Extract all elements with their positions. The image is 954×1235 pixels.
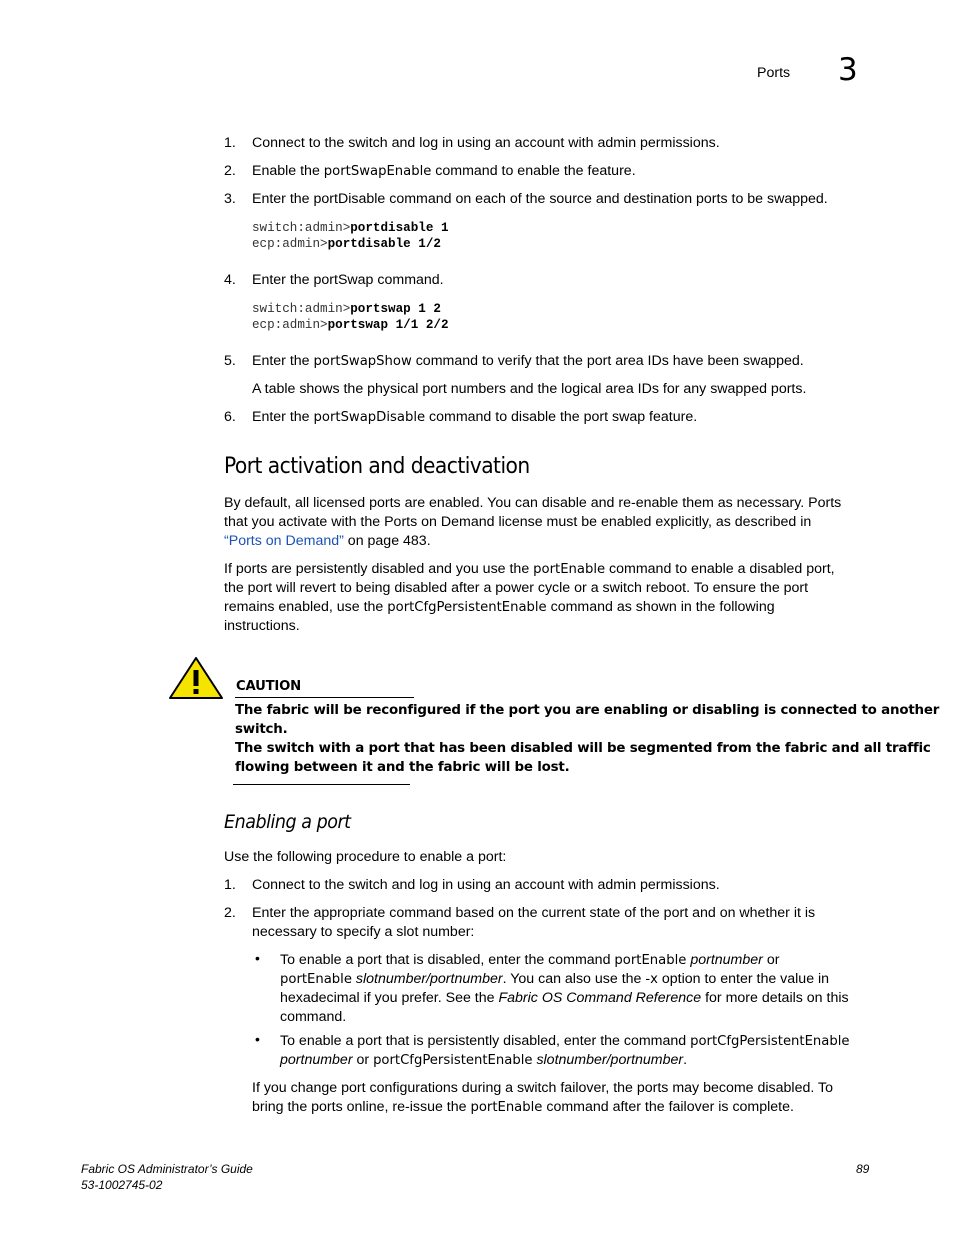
bullet-text <box>280 1032 850 1070</box>
text: . <box>683 1052 688 1068</box>
text-line: The fabric will be reconfigured if the port you are enabling or disabling is connected to another <box>235 703 940 718</box>
code-command: portdisable 1/2 <box>327 237 441 251</box>
document-title: Fabric OS Command Reference <box>498 990 702 1006</box>
command-name: portCfgPersistentEnable <box>387 600 547 615</box>
step-text: Connect to the switch and log in using an account with admin permissions. <box>252 877 720 893</box>
warning-triangle-icon <box>168 656 224 700</box>
text: or <box>352 1052 374 1068</box>
step-text: Enter the portDisable command on each of the source and destination ports to be swapped. <box>252 191 828 207</box>
text-line <box>280 1051 850 1070</box>
text-line <box>280 989 849 1008</box>
bullet-text <box>280 951 849 1027</box>
page-number: 89 <box>856 1162 870 1176</box>
step-number: 3. <box>224 191 236 207</box>
footer-guide-title: Fabric OS Administrator’s Guide <box>81 1162 253 1176</box>
text-line: Enter the appropriate command based on the current state of the port and on whether it is <box>252 905 816 921</box>
code-prompt: ecp:admin> <box>252 237 328 251</box>
text-line <box>280 970 849 989</box>
step-text: Enter the portSwap command. <box>252 272 444 288</box>
text: Enable the <box>252 163 324 179</box>
text-line: that you activate with the Ports on Demand license must be enabled explicitly, as described in <box>224 514 812 530</box>
step-note: A table shows the physical port numbers and the logical area IDs for any swapped ports. <box>252 381 807 397</box>
step-text <box>252 904 815 942</box>
text-line: flowing between it and the fabric will be lost. <box>235 760 570 775</box>
code-command: portswap 1 2 <box>350 302 441 316</box>
option-flag: x <box>650 972 658 987</box>
bullet-icon: • <box>255 950 260 966</box>
text: Enter the <box>252 353 314 369</box>
text-line: command. <box>280 1009 347 1025</box>
command-name: portSwapDisable <box>313 410 426 425</box>
text: remains enabled, use the <box>224 599 388 615</box>
text: option to enter the value in <box>657 971 830 987</box>
command-name: portCfgPersistentEnable <box>373 1053 533 1068</box>
text: To enable a port that is disabled, enter the command <box>280 952 615 968</box>
code-block <box>252 301 449 333</box>
bullet-icon: • <box>255 1031 260 1047</box>
text-line: The switch with a port that has been disabled will be segmented from the fabric and all traffic <box>235 741 931 756</box>
command-name: portSwapShow <box>313 354 412 369</box>
text-line: By default, all licensed ports are enabled. You can disable and re-enable them as necessary. Ports <box>224 495 842 511</box>
argument: slotnumber/portnumber <box>355 971 503 987</box>
text: command to verify that the port area IDs have been swapped. <box>411 353 804 369</box>
argument: portnumber <box>280 1052 353 1068</box>
text-line: the port will revert to being disabled after a power cycle or a switch reboot. To ensure the port <box>224 580 809 596</box>
command-name: portEnable <box>533 562 606 577</box>
text: or <box>762 952 780 968</box>
text: command as shown in the following <box>546 599 775 615</box>
text: on page 483. <box>343 533 431 549</box>
text-line <box>224 532 841 551</box>
text-line <box>224 598 835 617</box>
text: command to enable a disabled port, <box>605 561 835 577</box>
text: command after the failover is complete. <box>542 1099 794 1115</box>
command-name: portCfgPersistentEnable <box>690 1034 850 1049</box>
section-heading: Port activation and deactivation <box>224 454 530 479</box>
text-line: switch. <box>235 722 288 737</box>
text-line: instructions. <box>224 618 300 634</box>
text: If ports are persistently disabled and you use the <box>224 561 534 577</box>
step-text: Connect to the switch and log in using an account with admin permissions. <box>252 135 720 151</box>
code-prompt: switch:admin> <box>252 302 351 316</box>
caution-rule-bottom <box>233 784 410 785</box>
text: . You can also use the - <box>502 971 651 987</box>
command-name: portSwapEnable <box>323 164 432 179</box>
text: hexadecimal if you prefer. See the <box>280 990 499 1006</box>
running-header-section: Ports <box>757 65 791 81</box>
caution-label: CAUTION <box>236 679 301 694</box>
text-line <box>280 951 849 970</box>
paragraph <box>252 1079 833 1117</box>
step-number: 2. <box>224 163 236 179</box>
step-number: 4. <box>224 272 236 288</box>
intro-text: Use the following procedure to enable a port: <box>224 849 507 865</box>
paragraph <box>224 494 841 551</box>
text: bring the ports online, re-issue the <box>252 1099 471 1115</box>
text-line <box>252 1098 833 1117</box>
text: To enable a port that is persistently disabled, enter the command <box>280 1033 691 1049</box>
command-name: portEnable <box>470 1100 543 1115</box>
code-command: portdisable 1 <box>350 221 449 235</box>
text-line: If you change port configurations during a switch failover, the ports may become disabled. To <box>252 1080 833 1096</box>
text: command to disable the port swap feature. <box>425 409 698 425</box>
step-number: 1. <box>224 877 236 893</box>
cross-reference-link[interactable]: “Ports on Demand” <box>224 533 344 549</box>
step-text <box>252 408 697 427</box>
command-name: portEnable <box>280 972 352 987</box>
command-name: portEnable <box>614 953 687 968</box>
step-text <box>252 162 636 181</box>
text-line <box>224 560 835 579</box>
step-number: 5. <box>224 353 236 369</box>
footer-doc-number: 53-1002745-02 <box>81 1178 163 1192</box>
argument: slotnumber/portnumber <box>536 1052 684 1068</box>
step-text <box>252 352 804 371</box>
caution-rule-top <box>235 697 414 698</box>
paragraph <box>224 560 835 636</box>
subsection-heading: Enabling a port <box>224 811 351 833</box>
caution-text <box>235 701 939 777</box>
text: for more details on this <box>701 990 849 1006</box>
chapter-number: 3 <box>838 52 858 88</box>
code-prompt: switch:admin> <box>252 221 351 235</box>
code-block <box>252 220 449 252</box>
code-prompt: ecp:admin> <box>252 318 328 332</box>
step-number: 1. <box>224 135 236 151</box>
argument: portnumber <box>690 952 763 968</box>
step-number: 6. <box>224 409 236 425</box>
text-line <box>280 1032 850 1051</box>
code-command: portswap 1/1 2/2 <box>327 318 449 332</box>
text-line: necessary to specify a slot number: <box>252 924 475 940</box>
text: command to enable the feature. <box>431 163 636 179</box>
step-number: 2. <box>224 905 236 921</box>
text: Enter the <box>252 409 314 425</box>
